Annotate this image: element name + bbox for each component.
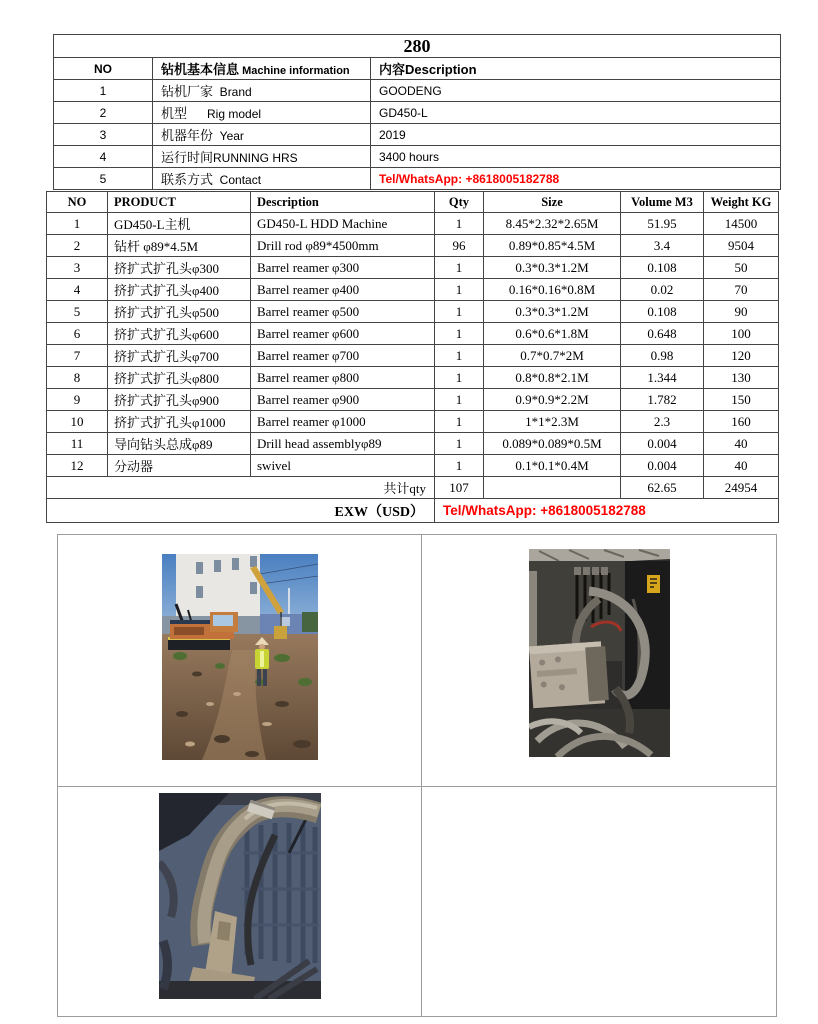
product-description: Drill head assemblyφ89 [251, 433, 435, 455]
product-qty: 96 [435, 235, 484, 257]
row-no: 4 [54, 146, 153, 168]
product-row [47, 455, 779, 477]
product-weight: 120 [704, 345, 779, 367]
product-description: Barrel reamer φ800 [251, 367, 435, 389]
product-weight: 100 [704, 323, 779, 345]
product-volume: 0.648 [621, 323, 704, 345]
header-no: NO [54, 58, 153, 80]
product-row [47, 389, 779, 411]
table-row [54, 146, 781, 168]
product-size: 0.9*0.9*2.2M [484, 389, 621, 411]
product-no: 9 [47, 389, 108, 411]
product-qty: 1 [435, 345, 484, 367]
product-name: 钻杆 φ89*4.5M [108, 235, 251, 257]
machine-info-table [53, 34, 781, 190]
col-description: Description [251, 192, 435, 213]
product-no: 10 [47, 411, 108, 433]
product-table [46, 191, 779, 523]
col-size: Size [484, 192, 621, 213]
header-desc: 内容Description [379, 62, 477, 77]
row-no: 3 [54, 124, 153, 146]
product-row [47, 257, 779, 279]
product-qty: 1 [435, 433, 484, 455]
product-volume: 0.108 [621, 257, 704, 279]
product-no: 6 [47, 323, 108, 345]
table-row [54, 168, 781, 190]
product-no: 11 [47, 433, 108, 455]
total-volume: 62.65 [621, 477, 704, 499]
exw-contact-value: Tel/WhatsApp: +8618005182788 [435, 499, 779, 523]
photo-row [58, 787, 777, 1017]
product-weight: 160 [704, 411, 779, 433]
product-volume: 51.95 [621, 213, 704, 235]
col-volume: Volume M3 [621, 192, 704, 213]
product-weight: 90 [704, 301, 779, 323]
product-volume: 2.3 [621, 411, 704, 433]
row-no: 5 [54, 168, 153, 190]
col-no: NO [47, 192, 108, 213]
row-label [153, 102, 371, 124]
row-label-cn: 联系方式 [161, 172, 214, 187]
header-info-cn: 钻机基本信息 [161, 62, 240, 77]
product-no: 7 [47, 345, 108, 367]
row-label-en: Rig model [187, 107, 262, 121]
product-size: 0.3*0.3*1.2M [484, 257, 621, 279]
product-no: 2 [47, 235, 108, 257]
product-qty: 1 [435, 323, 484, 345]
product-description: Barrel reamer φ400 [251, 279, 435, 301]
product-description: Barrel reamer φ900 [251, 389, 435, 411]
row-label [153, 146, 371, 168]
exw-row [47, 499, 779, 523]
product-qty: 1 [435, 301, 484, 323]
product-qty: 1 [435, 279, 484, 301]
year-value: 2019 [371, 124, 781, 146]
row-label-cn: 机型 [161, 106, 188, 121]
total-size [484, 477, 621, 499]
row-label [153, 168, 371, 190]
row-label-en: RUNNING HRS [213, 151, 298, 165]
row-label [153, 80, 371, 102]
photo-cell [58, 535, 422, 787]
product-row [47, 433, 779, 455]
product-name: 分动器 [108, 455, 251, 477]
product-description: Barrel reamer φ500 [251, 301, 435, 323]
header-info-en: Machine information [239, 65, 350, 77]
product-weight: 9504 [704, 235, 779, 257]
page-title: 280 [54, 35, 781, 58]
product-qty: 1 [435, 367, 484, 389]
running-hours-value: 3400 hours [371, 146, 781, 168]
product-description: Barrel reamer φ1000 [251, 411, 435, 433]
product-weight: 14500 [704, 213, 779, 235]
exw-label: EXW（USD） [47, 499, 435, 523]
rig-jobsite-photo [162, 554, 318, 760]
row-label-en: Year [213, 129, 244, 143]
product-row [47, 367, 779, 389]
total-label: 共计qty [47, 477, 435, 499]
product-volume: 0.02 [621, 279, 704, 301]
product-no: 8 [47, 367, 108, 389]
engine-pipe-photo [159, 793, 321, 999]
warning-sticker [647, 575, 660, 593]
title-row [54, 35, 781, 58]
total-weight: 24954 [704, 477, 779, 499]
product-size: 0.89*0.85*4.5M [484, 235, 621, 257]
machine-info-header-row [54, 58, 781, 80]
product-row [47, 235, 779, 257]
photo-cell-empty [422, 787, 777, 1017]
photo-cell [422, 535, 777, 787]
product-size: 0.3*0.3*1.2M [484, 301, 621, 323]
contact-value: Tel/WhatsApp: +8618005182788 [371, 168, 781, 190]
product-name: 挤扩式扩孔头φ800 [108, 367, 251, 389]
product-volume: 1.344 [621, 367, 704, 389]
product-description: GD450-L HDD Machine [251, 213, 435, 235]
product-row [47, 301, 779, 323]
product-volume: 0.108 [621, 301, 704, 323]
row-label-cn: 运行时间 [161, 150, 214, 165]
product-row [47, 213, 779, 235]
product-weight: 40 [704, 433, 779, 455]
row-label [153, 124, 371, 146]
row-label-en: Contact [213, 173, 262, 187]
brand-value: GOODENG [371, 80, 781, 102]
product-weight: 50 [704, 257, 779, 279]
product-name: 挤扩式扩孔头φ400 [108, 279, 251, 301]
product-volume: 0.98 [621, 345, 704, 367]
product-size: 0.7*0.7*2M [484, 345, 621, 367]
engine-bay-photo [529, 549, 670, 757]
product-description: Barrel reamer φ600 [251, 323, 435, 345]
rig-model-value: GD450-L [371, 102, 781, 124]
product-volume: 1.782 [621, 389, 704, 411]
product-size: 0.8*0.8*2.1M [484, 367, 621, 389]
product-name: 挤扩式扩孔头φ900 [108, 389, 251, 411]
product-name: 挤扩式扩孔头φ700 [108, 345, 251, 367]
product-description: Drill rod φ89*4500mm [251, 235, 435, 257]
product-name: 导向钻头总成φ89 [108, 433, 251, 455]
product-description: swivel [251, 455, 435, 477]
product-name: 挤扩式扩孔头φ300 [108, 257, 251, 279]
product-weight: 130 [704, 367, 779, 389]
product-no: 12 [47, 455, 108, 477]
total-qty: 107 [435, 477, 484, 499]
photo-cell [58, 787, 422, 1017]
product-qty: 1 [435, 257, 484, 279]
product-header-row [47, 192, 779, 213]
product-size: 8.45*2.32*2.65M [484, 213, 621, 235]
product-size: 0.16*0.16*0.8M [484, 279, 621, 301]
row-no: 1 [54, 80, 153, 102]
product-volume: 0.004 [621, 455, 704, 477]
product-name: 挤扩式扩孔头φ600 [108, 323, 251, 345]
product-no: 5 [47, 301, 108, 323]
product-weight: 150 [704, 389, 779, 411]
table-row [54, 80, 781, 102]
product-row [47, 411, 779, 433]
product-size: 0.6*0.6*1.8M [484, 323, 621, 345]
header-description [371, 58, 781, 80]
product-size: 1*1*2.3M [484, 411, 621, 433]
product-size: 0.089*0.089*0.5M [484, 433, 621, 455]
row-label-en: Brand [213, 85, 252, 99]
row-label-cn: 机器年份 [161, 128, 214, 143]
product-weight: 70 [704, 279, 779, 301]
col-weight: Weight KG [704, 192, 779, 213]
product-row [47, 323, 779, 345]
row-label-cn: 钻机厂家 [161, 84, 214, 99]
product-qty: 1 [435, 411, 484, 433]
product-description: Barrel reamer φ300 [251, 257, 435, 279]
pump-block [529, 641, 609, 708]
product-no: 1 [47, 213, 108, 235]
product-name: 挤扩式扩孔头φ1000 [108, 411, 251, 433]
total-row [47, 477, 779, 499]
product-description: Barrel reamer φ700 [251, 345, 435, 367]
product-row [47, 345, 779, 367]
table-row [54, 102, 781, 124]
photo-row [58, 535, 777, 787]
header-machine-information [153, 58, 371, 80]
col-product: PRODUCT [108, 192, 251, 213]
product-qty: 1 [435, 455, 484, 477]
product-volume: 0.004 [621, 433, 704, 455]
table-row [54, 124, 781, 146]
product-weight: 40 [704, 455, 779, 477]
col-qty: Qty [435, 192, 484, 213]
product-name: 挤扩式扩孔头φ500 [108, 301, 251, 323]
product-no: 3 [47, 257, 108, 279]
photo-grid [57, 534, 777, 1017]
product-row [47, 279, 779, 301]
product-name: GD450-L主机 [108, 213, 251, 235]
product-volume: 3.4 [621, 235, 704, 257]
product-size: 0.1*0.1*0.4M [484, 455, 621, 477]
row-no: 2 [54, 102, 153, 124]
product-no: 4 [47, 279, 108, 301]
product-qty: 1 [435, 389, 484, 411]
product-qty: 1 [435, 213, 484, 235]
